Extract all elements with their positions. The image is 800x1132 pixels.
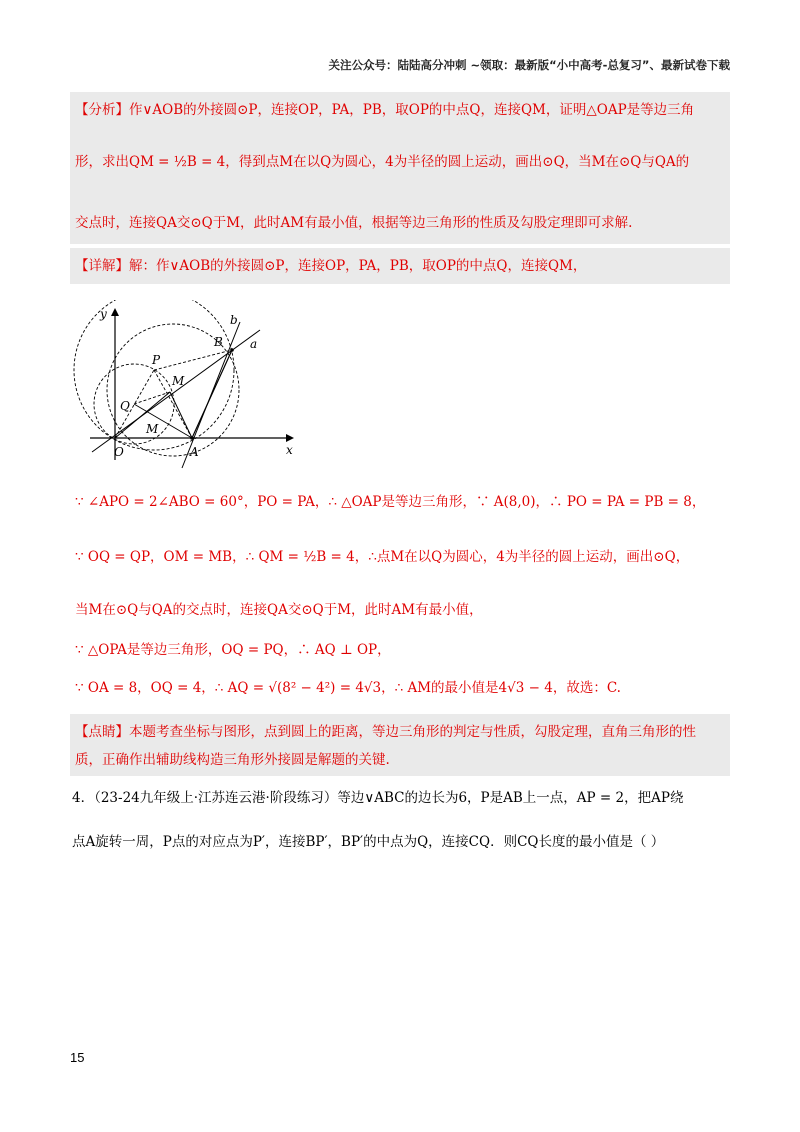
proof-line-2: ∵ OQ = QP，OM = MB，∴ QM = ½B = 4，∴点M在以Q为圆心，4为半径的圆上运动，画出⊙Q， (75, 549, 690, 565)
comment-line-2: 质，正确作出辅助线构造三角形外接圆是解题的关键. (75, 752, 390, 768)
analysis-line-2: 形，求出QM = ½B = 4，得到点M在以Q为圆心，4为半径的圆上运动，画出⊙Q，当M在⊙Q与QA的 (75, 154, 690, 170)
label-m1: M (172, 374, 185, 388)
detail-line-1: 【详解】解：作∨AOB的外接圆⊙P，连接OP，PA，PB，取OP的中点Q，连接QM， (75, 258, 587, 274)
label-x: x (286, 443, 293, 457)
question-4-line-1: 4．（23-24九年级上·江苏连云港·阶段练习）等边∨ABC的边长为6，P是AB上一点，AP = 2，把AP绕 (72, 790, 684, 806)
page-number: 15 (70, 1050, 85, 1065)
label-a: A (190, 445, 199, 459)
question-4-line-2: 点A旋转一周，P点的对应点为P′，连接BP′，BP′的中点为Q，连接CQ．则CQ长度的最小值是（ ） (72, 834, 665, 850)
label-b: B (214, 335, 223, 349)
label-y: y (100, 307, 107, 321)
proof-line-1: ∵ ∠APO = 2∠ABO = 60°，PO = PA，∴ △OAP是等边三角形，∵ A(8,0)，∴ PO = PA = PB = 8， (75, 494, 706, 510)
label-m2: M (146, 422, 159, 436)
label-line-a: a (250, 337, 258, 351)
geometry-figure (70, 300, 310, 470)
analysis-line-3: 交点时，连接QA交⊙Q于M，此时AM有最小值，根据等边三角形的性质及勾股定理即可求解. (75, 215, 633, 231)
page-header: 关注公众号：陆陆高分冲刺 ~领取：最新版“小中高考-总复习”、最新试卷下载 (328, 58, 730, 72)
analysis-line-1: 【分析】作∨AOB的外接圆⊙P，连接OP，PA，PB，取OP的中点Q，连接QM，证明△OAP是等边三角 (75, 102, 695, 118)
line-a (92, 330, 260, 452)
proof-line-3: 当M在⊙Q与QA的交点时，连接QA交⊙Q于M，此时AM有最小值， (75, 602, 483, 618)
label-o: O (114, 445, 124, 459)
proof-line-5: ∵ OA = 8，OQ = 4，∴ AQ = √(8² − 4²) = 4√3，∴ AM的最小值是4√3 − 4，故选：C. (75, 680, 621, 696)
label-q: Q (120, 399, 130, 413)
x-axis-arrow (286, 434, 294, 442)
comment-line-1: 【点睛】本题考查坐标与图形，点到圆上的距离，等边三角形的判定与性质，勾股定理，直角三角形的性 (75, 724, 696, 740)
segment-pb (154, 350, 232, 370)
y-axis-arrow (111, 308, 119, 316)
segment-qa (134, 404, 192, 438)
point-a (190, 436, 194, 440)
label-p: P (152, 353, 161, 367)
segment-qm (134, 392, 170, 404)
proof-line-4: ∵ △OPA是等边三角形，OQ = PQ，∴ AQ ⊥ OP， (75, 642, 391, 658)
label-line-b: b (230, 313, 238, 327)
point-b (230, 348, 234, 352)
